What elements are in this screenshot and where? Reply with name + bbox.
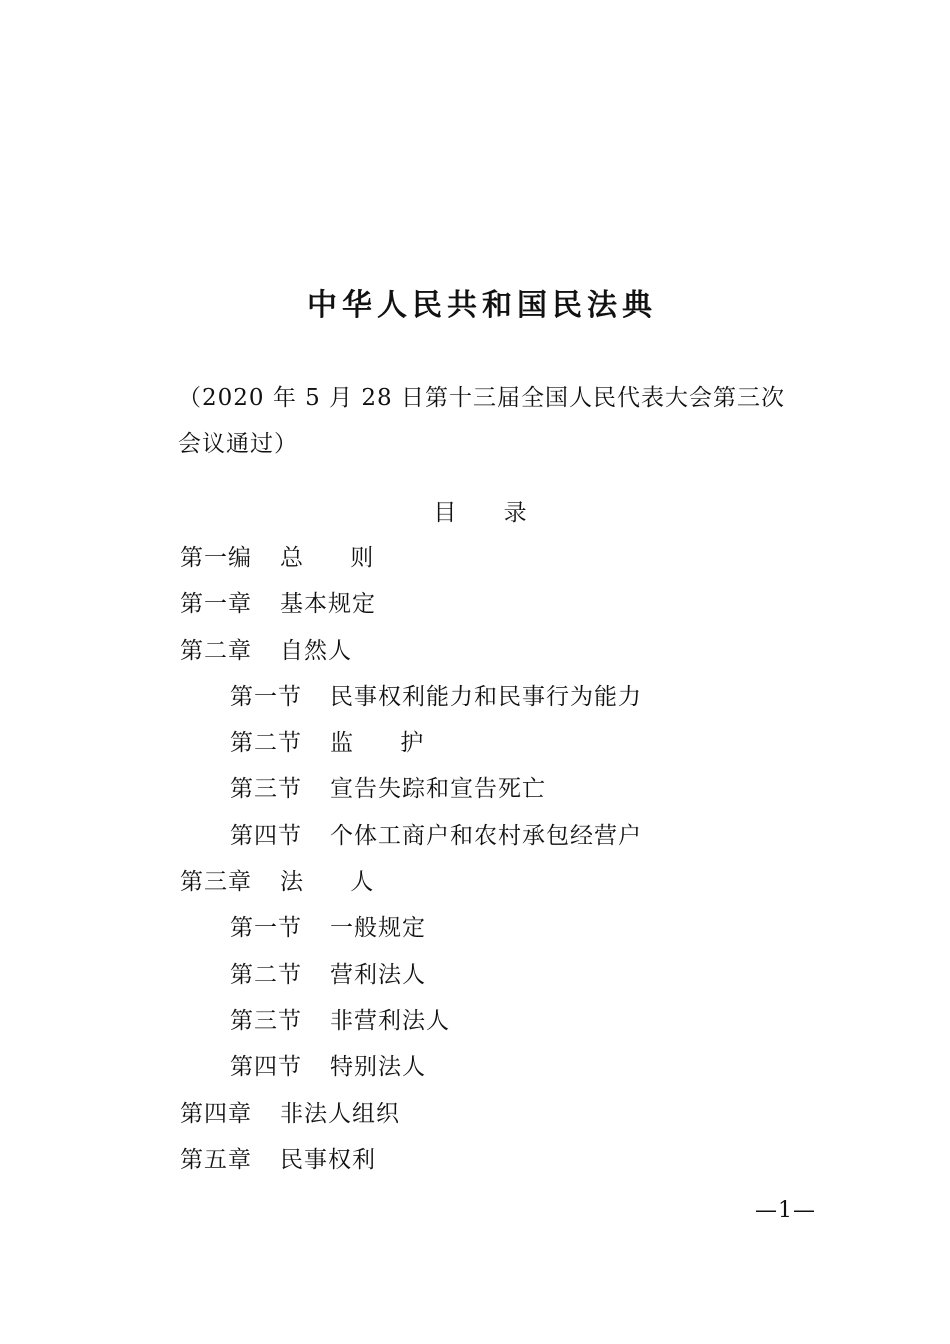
toc-item [180, 581, 820, 627]
toc-item [180, 905, 820, 951]
table-of-contents [180, 535, 820, 1183]
toc-item [180, 628, 820, 674]
toc-item-label: 第二节 [230, 730, 302, 757]
toc-item-label: 第三节 [230, 1007, 302, 1034]
toc-item-title: 特别法人 [330, 1054, 426, 1081]
toc-item [180, 720, 820, 766]
toc-item-label: 第一编 [180, 545, 252, 571]
toc-item-title: 民事权利能力和民事行为能力 [330, 683, 642, 710]
toc-item-title: 非营利法人 [330, 1007, 450, 1034]
toc-item-label: 第三章 [180, 869, 252, 896]
toc-item [180, 1091, 820, 1137]
toc-heading: 目 录 [433, 500, 527, 526]
toc-item-title: 个体工商户和农村承包经营户 [330, 822, 642, 849]
toc-item-title: 监 护 [330, 730, 425, 757]
toc-item-label: 第四章 [180, 1100, 252, 1127]
toc-item-title: 基本规定 [280, 591, 376, 618]
toc-item [180, 952, 820, 998]
toc-item-label: 第二章 [180, 637, 252, 664]
toc-item [180, 1137, 820, 1183]
toc-item-title: 非法人组织 [280, 1100, 400, 1127]
toc-item-title: 一般规定 [330, 915, 426, 942]
toc-item [180, 674, 820, 720]
toc-item-label: 第二节 [230, 961, 302, 988]
toc-item [180, 998, 820, 1044]
toc-item [180, 1044, 820, 1090]
toc-item-label: 第一节 [230, 915, 302, 942]
toc-item [180, 813, 820, 859]
toc-item [180, 766, 820, 812]
toc-item-label: 第四节 [230, 1054, 302, 1081]
adoption-note: （2020 年 5 月 28 日第十三届全国人民代表大会第三次会议通过） [178, 385, 785, 457]
toc-item-title: 民事权利 [280, 1146, 376, 1173]
toc-item [180, 859, 820, 905]
page-title: 中华人民共和国民法典 [307, 288, 657, 324]
toc-item-label: 第三节 [230, 776, 302, 803]
page-number: —1— [755, 1198, 816, 1223]
toc-item-title: 总 则 [280, 545, 375, 571]
toc-item-title: 营利法人 [330, 961, 426, 988]
toc-item-label: 第一章 [180, 591, 252, 618]
toc-item [180, 535, 820, 581]
toc-item-title: 自然人 [280, 637, 352, 664]
toc-item-label: 第四节 [230, 822, 302, 849]
toc-item-label: 第五章 [180, 1146, 252, 1173]
toc-item-title: 宣告失踪和宣告死亡 [330, 776, 546, 803]
toc-item-title: 法 人 [280, 869, 375, 896]
toc-item-label: 第一节 [230, 683, 302, 710]
